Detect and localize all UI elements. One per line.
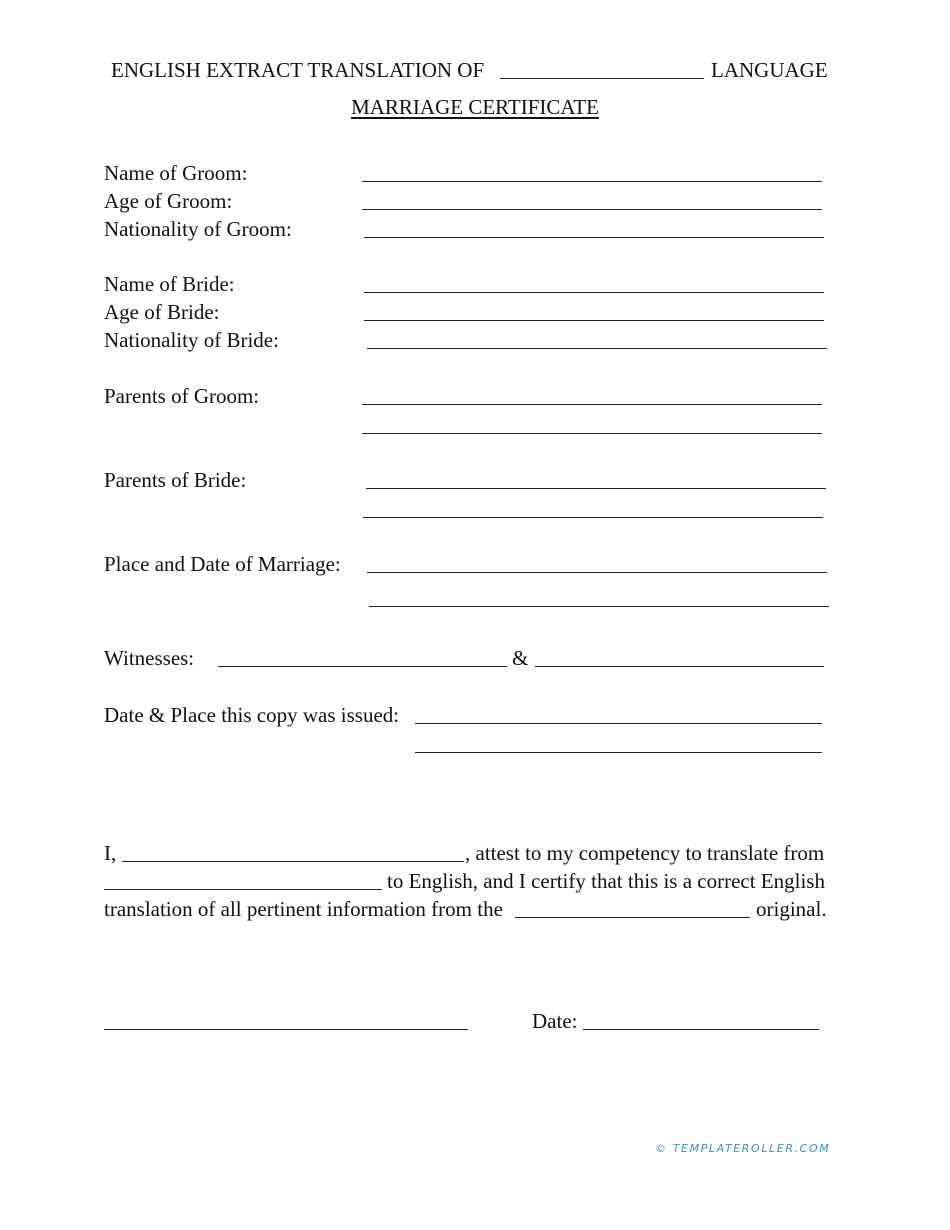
- age-of-groom-label: Age of Groom:: [104, 189, 233, 213]
- age-of-groom-blank[interactable]: [362, 209, 822, 210]
- nationality-of-groom-label: Nationality of Groom:: [104, 217, 292, 241]
- place-date-marriage-label: Place and Date of Marriage:: [104, 552, 341, 576]
- copy-issued-label: Date & Place this copy was issued:: [104, 703, 400, 727]
- date-blank[interactable]: [583, 1029, 819, 1030]
- title-suffix: LANGUAGE: [711, 58, 828, 82]
- nationality-of-bride-label: Nationality of Bride:: [104, 328, 279, 352]
- name-of-groom-label: Name of Groom:: [104, 161, 248, 185]
- nationality-of-bride-blank[interactable]: [367, 348, 827, 349]
- copy-issued-blank-1[interactable]: [415, 723, 822, 724]
- age-of-bride-label: Age of Bride:: [104, 300, 220, 324]
- attestation-original: original.: [756, 897, 827, 921]
- parents-of-groom-blank-1[interactable]: [362, 404, 822, 405]
- name-of-groom-blank[interactable]: [362, 181, 822, 182]
- witnesses-label: Witnesses:: [104, 646, 195, 670]
- attestation-translation-of: translation of all pertinent information from the: [104, 897, 503, 921]
- parents-of-bride-blank-2[interactable]: [363, 517, 823, 518]
- page-title: MARRIAGE CERTIFICATE: [351, 95, 599, 119]
- watermark: © TEMPLATEROLLER.COM: [655, 1142, 831, 1155]
- witness-2-blank[interactable]: [535, 666, 824, 667]
- name-of-bride-label: Name of Bride:: [104, 272, 235, 296]
- parents-of-bride-label: Parents of Bride:: [104, 468, 247, 492]
- parents-of-groom-label: Parents of Groom:: [104, 384, 260, 408]
- attestation-attest: , attest to my competency to translate from: [465, 841, 825, 865]
- name-of-bride-blank[interactable]: [364, 292, 824, 293]
- age-of-bride-blank[interactable]: [364, 320, 824, 321]
- parents-of-bride-blank-1[interactable]: [366, 488, 826, 489]
- place-date-marriage-blank-2[interactable]: [369, 606, 829, 607]
- place-date-marriage-blank-1[interactable]: [367, 572, 827, 573]
- witness-separator: &: [512, 646, 529, 670]
- language-blank[interactable]: [500, 78, 704, 79]
- copy-issued-blank-2[interactable]: [415, 752, 822, 753]
- translator-name-blank[interactable]: [122, 861, 464, 862]
- original-language-blank[interactable]: [515, 917, 750, 918]
- attestation-i: I,: [104, 841, 117, 865]
- attestation-to-english: to English, and I certify that this is a correct English: [387, 869, 825, 893]
- title-prefix: ENGLISH EXTRACT TRANSLATION OF: [111, 58, 485, 82]
- date-label: Date:: [532, 1009, 578, 1033]
- witness-1-blank[interactable]: [218, 666, 507, 667]
- source-language-blank[interactable]: [104, 889, 382, 890]
- parents-of-groom-blank-2[interactable]: [362, 433, 822, 434]
- nationality-of-groom-blank[interactable]: [364, 237, 824, 238]
- signature-blank[interactable]: [104, 1029, 468, 1030]
